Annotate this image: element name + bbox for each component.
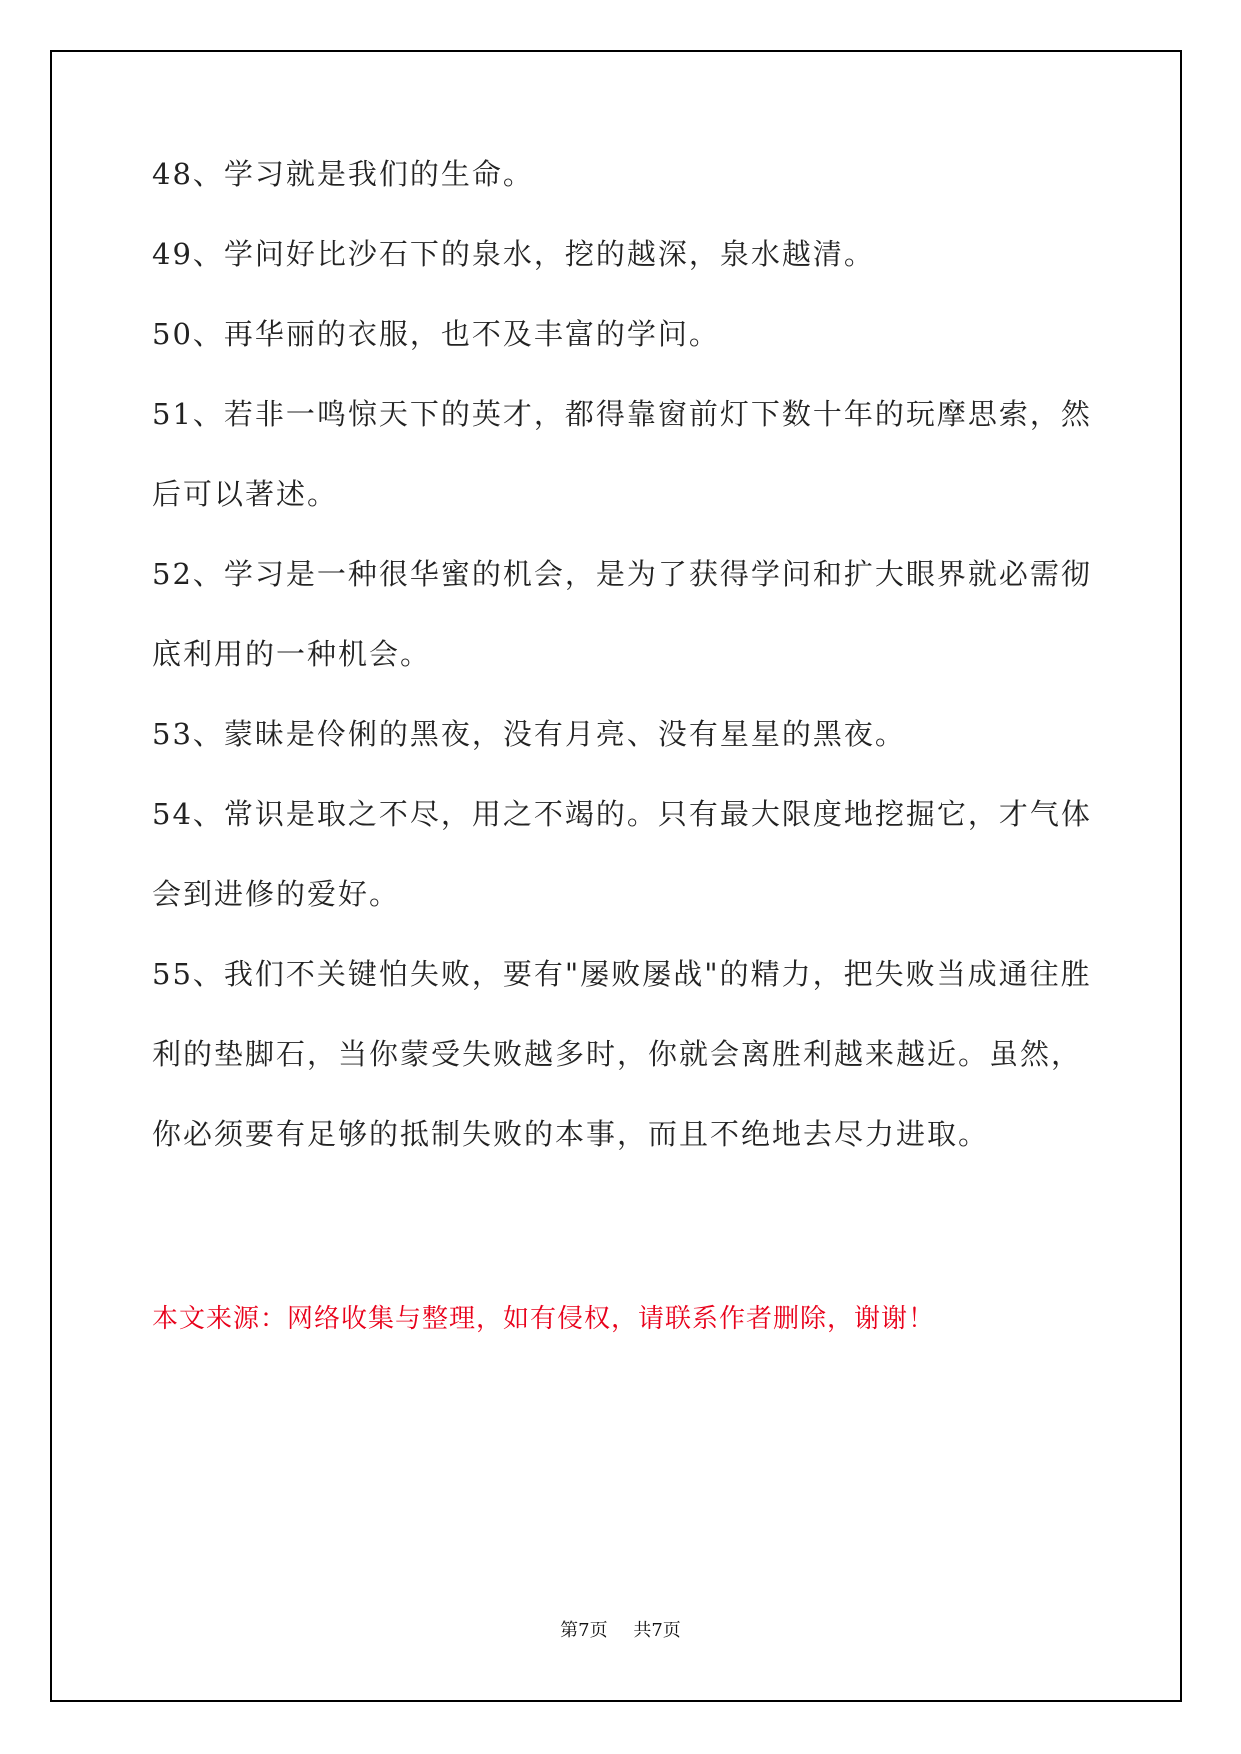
page-total: 共7页 [633, 1620, 681, 1641]
text-line: 50、再华丽的衣服，也不及丰富的学问。 [152, 317, 720, 351]
text-line: 49、学问好比沙石下的泉水，挖的越深，泉水越清。 [152, 237, 875, 271]
text-line: 54、常识是取之不尽，用之不竭的。只有最大限度地挖掘它，才气体 [152, 797, 1092, 831]
page-border [50, 50, 1182, 1702]
text-line: 后可以著述。 [152, 477, 339, 511]
text-line: 55、我们不关键怕失败，要有"屡败屡战"的精力，把失败当成通往胜 [152, 957, 1092, 991]
text-line: 会到进修的爱好。 [152, 877, 401, 911]
text-line: 你必须要有足够的抵制失败的本事，而且不绝地去尽力进取。 [152, 1117, 990, 1151]
source-note: 本文来源：网络收集与整理，如有侵权，请联系作者删除，谢谢！ [152, 1304, 936, 1334]
text-line: 48、学习就是我们的生命。 [152, 157, 534, 191]
text-line: 53、蒙昧是伶俐的黑夜，没有月亮、没有星星的黑夜。 [152, 717, 906, 751]
page-number: 第7页 [560, 1620, 608, 1641]
text-line: 底利用的一种机会。 [152, 637, 432, 671]
page-footer [0, 1622, 1241, 1640]
text-line: 52、学习是一种很华蜜的机会，是为了获得学问和扩大眼界就必需彻 [152, 557, 1092, 591]
text-line: 利的垫脚石，当你蒙受失败越多时，你就会离胜利越来越近。虽然， [152, 1037, 1083, 1071]
text-line: 51、若非一鸣惊天下的英才，都得靠窗前灯下数十年的玩摩思索，然 [152, 397, 1092, 431]
